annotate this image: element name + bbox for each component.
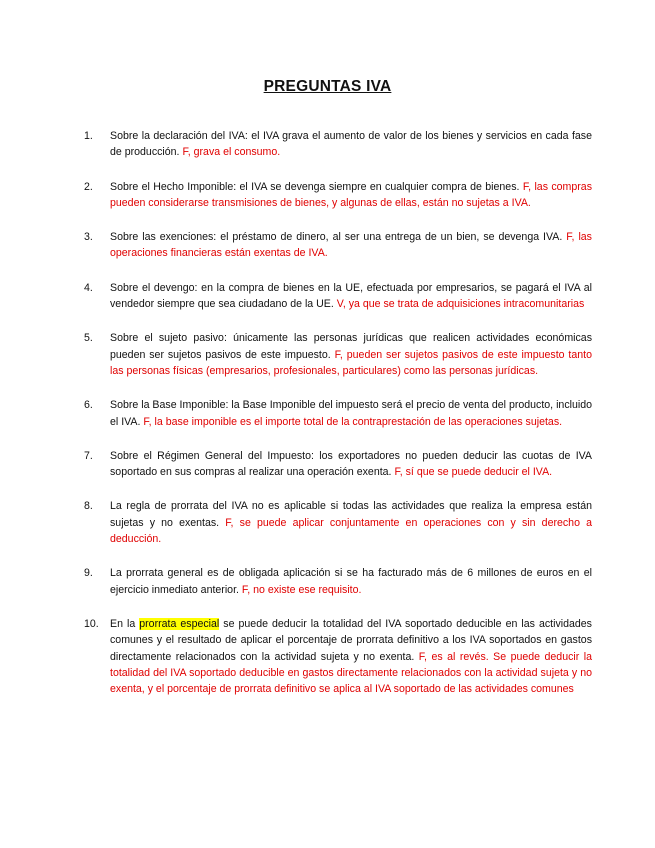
question-item-3 bbox=[84, 229, 592, 262]
answer-text: F, las operaciones financieras están exentas de IVA. bbox=[110, 231, 592, 260]
highlighted-term: prorrata especial bbox=[139, 617, 220, 630]
answer-text: V, ya que se trata de adquisiciones intracomunitarias bbox=[336, 298, 585, 311]
question-text: Sobre las exenciones: el préstamo de dinero, al ser una entrega de un bien, se devenga IVA. bbox=[110, 231, 563, 244]
question-item-9 bbox=[84, 565, 592, 598]
answer-text: F, pueden ser sujetos pasivos de este impuesto tanto las personas físicas (empresarios, profesionales, particulares) como las personas jurídicas. bbox=[110, 348, 592, 377]
question-text: Sobre el devengo: en la compra de bienes en la UE, efectuada por empresarios, se pagará el IVA al vendedor siempre que sea ciudadano de la UE. bbox=[110, 281, 592, 311]
question-number: 10. bbox=[84, 617, 99, 630]
question-item-8 bbox=[84, 498, 592, 547]
question-item-4 bbox=[84, 280, 592, 313]
answer-text: F, se puede aplicar conjuntamente en operaciones con y sin derecho a deducción. bbox=[110, 516, 592, 546]
question-number: 8. bbox=[84, 500, 93, 513]
answer-text: F, no existe ese requisito. bbox=[241, 583, 362, 596]
answer-text: F, las compras pueden considerarse transmisiones de bienes, y algunas de ellas, están no sujetas a IVA. bbox=[110, 180, 592, 209]
question-number: 7. bbox=[84, 449, 93, 462]
question-text: La prorrata general es de obligada aplicación si se ha facturado más de 6 millones de euros en el ejercicio inmediato anterior. bbox=[110, 567, 592, 596]
answer-text: F, la base imponible es el importe total de la contraprestación de las operaciones sujetas. bbox=[143, 415, 563, 428]
question-item-2 bbox=[84, 179, 592, 212]
question-text-lead: En la bbox=[110, 617, 136, 630]
answer-text: F, es al revés. Se puede deducir la totalidad del IVA soportado deducible en gastos directamente relacionados con la actividad sujeta y no exenta, y el porcentaje de prorrata definitivo se aplica al IVA soportado de las actividades comunes bbox=[110, 650, 592, 696]
question-list bbox=[84, 128, 592, 697]
question-text: Sobre la declaración del IVA: el IVA grava el aumento de valor de los bienes y servicios en cada fase de producción. bbox=[110, 130, 592, 159]
question-number: 1. bbox=[84, 130, 93, 142]
question-number: 5. bbox=[84, 332, 93, 345]
question-item-7 bbox=[84, 448, 592, 481]
question-text: Sobre la Base Imponible: la Base Imponible del impuesto será el precio de venta del producto, incluido el IVA. bbox=[110, 399, 592, 428]
question-item-10 bbox=[84, 616, 592, 697]
question-item-5 bbox=[84, 330, 592, 379]
question-number: 9. bbox=[84, 567, 93, 580]
question-text: Sobre el Hecho Imponible: el IVA se devenga siempre en cualquier compra de bienes. bbox=[110, 180, 520, 193]
question-item-6 bbox=[84, 397, 592, 430]
page-title: PREGUNTAS IVA bbox=[263, 78, 392, 95]
question-text: Sobre el Régimen General del Impuesto: los exportadores no pueden deducir las cuotas de IVA soportado en sus compras al realizar una operación exenta. bbox=[110, 449, 592, 479]
question-text: se puede deducir la totalidad del IVA soportado deducible en las actividades comunes y el resultado de aplicar el porcentaje de prorrata definitivo a los IVA soportados en gastos directamente relacionados con la actividad sujeta y no exenta. bbox=[110, 617, 592, 663]
question-text: Sobre el sujeto pasivo: únicamente las personas jurídicas que realicen actividades económicas pueden ser sujetos pasivos de este impuesto. bbox=[110, 332, 592, 361]
answer-text: F, sí que se puede deducir el IVA. bbox=[394, 466, 553, 479]
question-number: 4. bbox=[84, 281, 93, 294]
question-text: La regla de prorrata del IVA no es aplicable si todas las actividades que realiza la empresa están sujetas y no exentas. bbox=[110, 500, 592, 529]
answer-text: F, grava el consumo. bbox=[182, 146, 281, 159]
question-number: 3. bbox=[84, 231, 93, 244]
question-number: 6. bbox=[84, 399, 93, 412]
question-item-1 bbox=[84, 128, 592, 161]
question-number: 2. bbox=[84, 180, 93, 193]
